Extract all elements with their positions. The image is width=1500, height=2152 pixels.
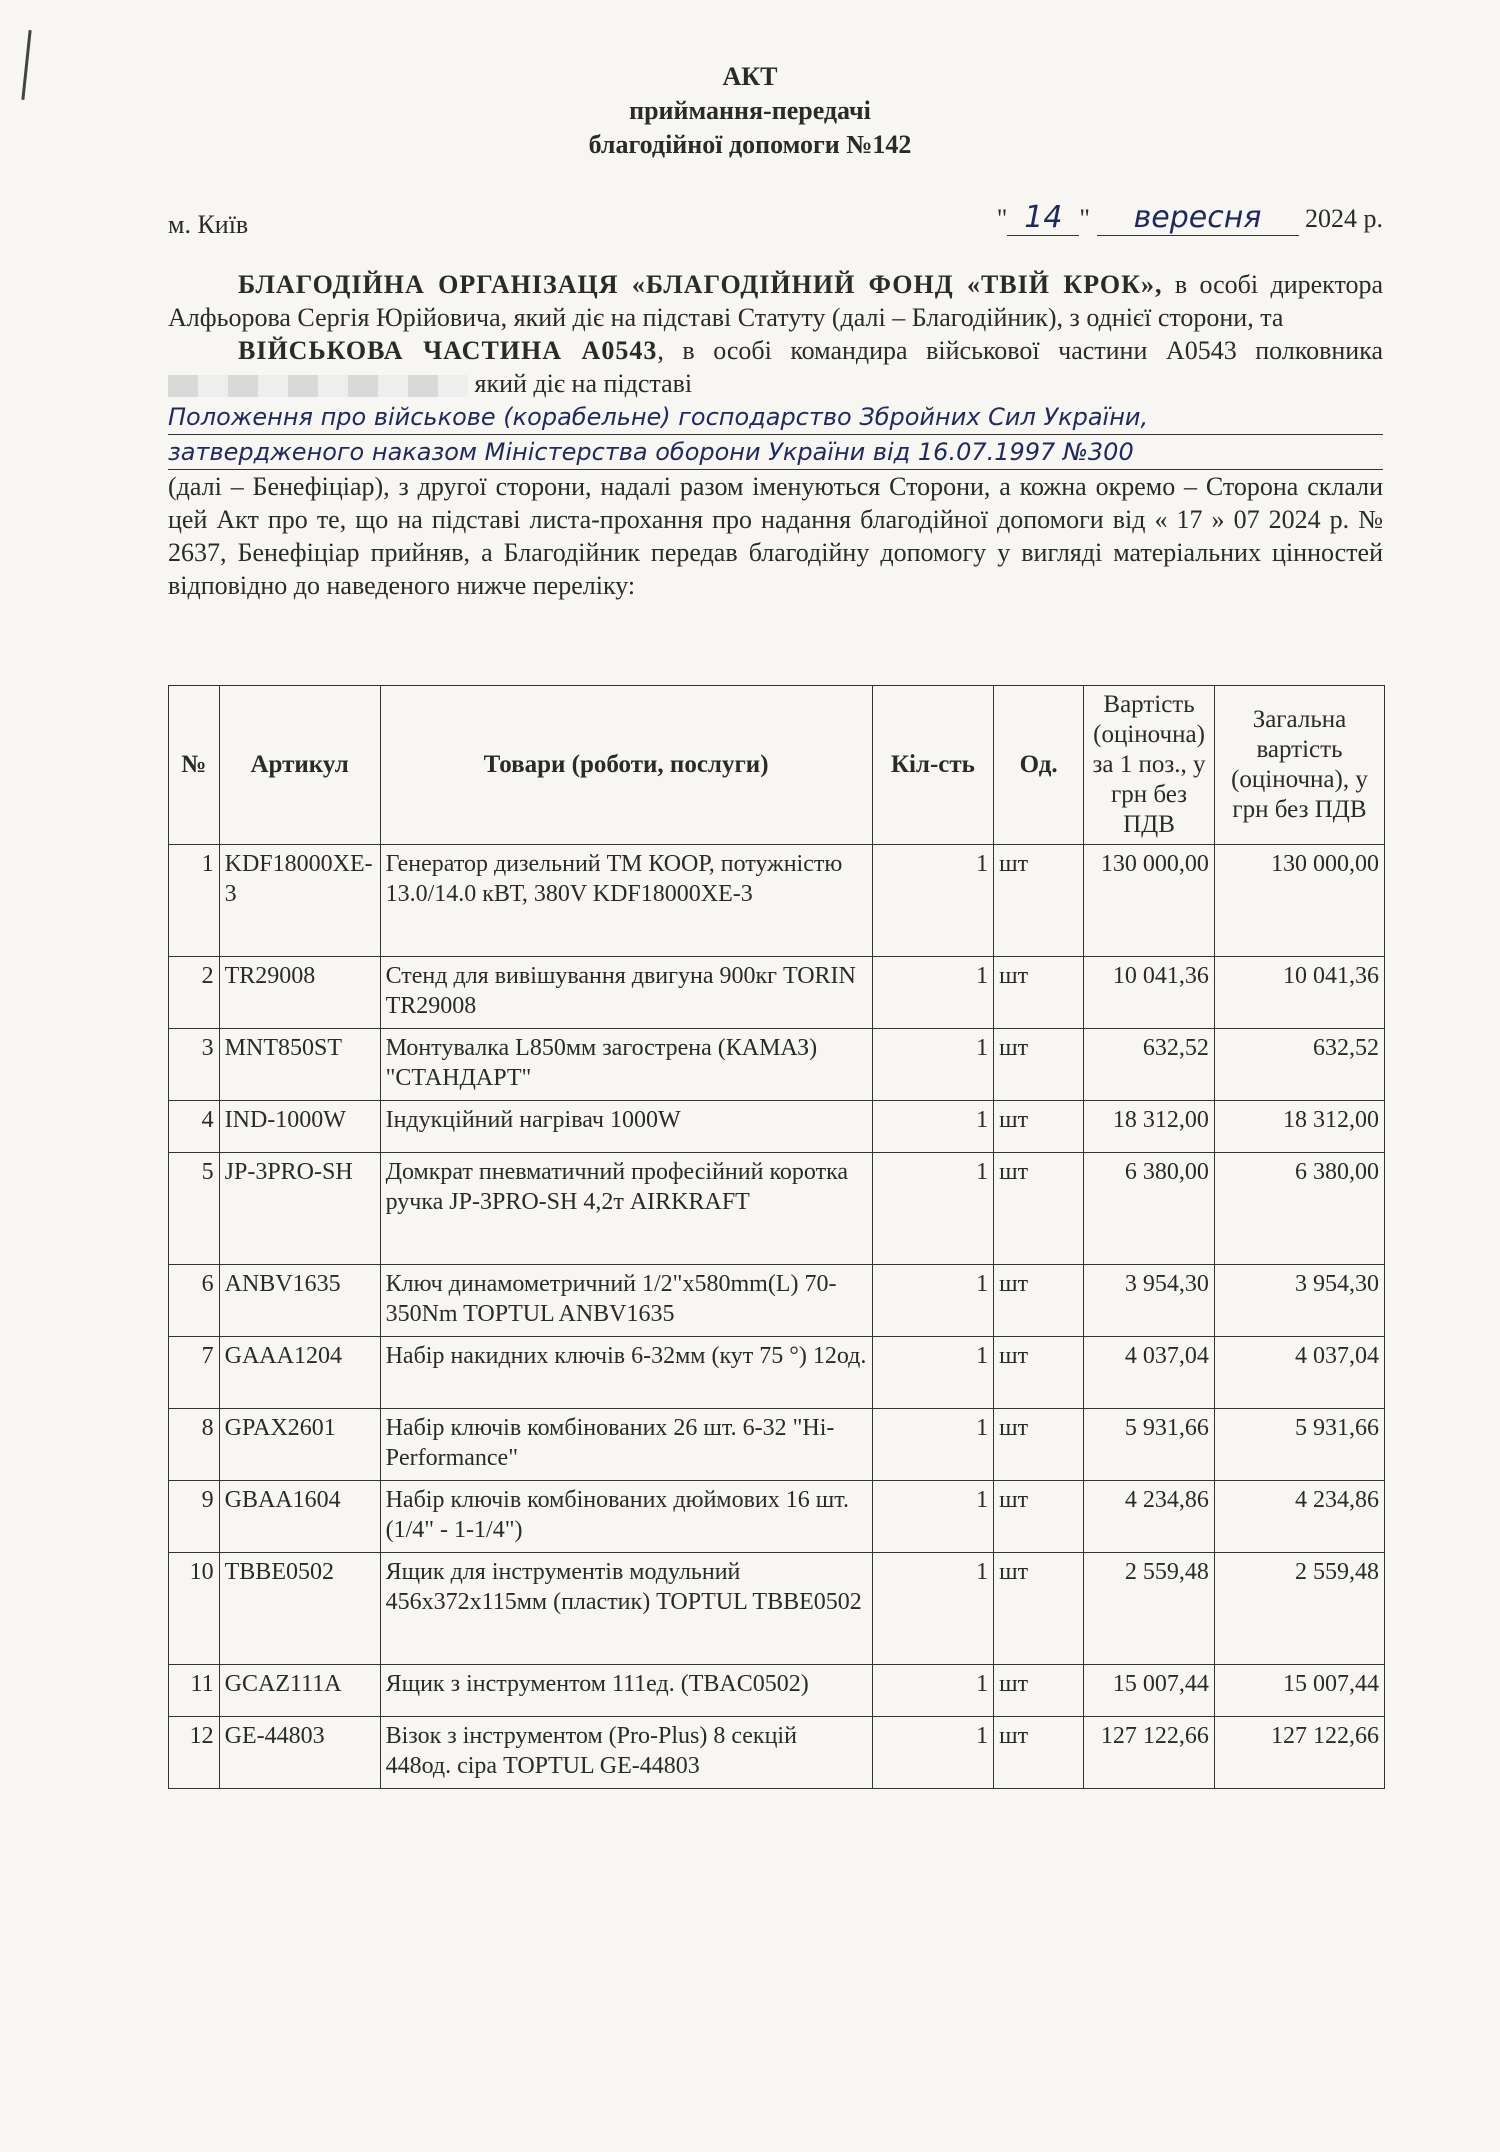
header-goods: Товари (роботи, послуги) <box>380 686 872 845</box>
row-total: 2 559,48 <box>1214 1553 1384 1665</box>
table-row <box>169 957 1385 1029</box>
row-article: GAAA1204 <box>219 1337 380 1409</box>
row-article: GCAZ111A <box>219 1665 380 1717</box>
row-qty: 1 <box>872 1717 994 1789</box>
row-qty: 1 <box>872 1101 994 1153</box>
document-header <box>0 60 1500 162</box>
row-number: 1 <box>169 845 220 957</box>
row-total: 3 954,30 <box>1214 1265 1384 1337</box>
row-qty: 1 <box>872 1481 994 1553</box>
row-total: 5 931,66 <box>1214 1409 1384 1481</box>
row-total: 18 312,00 <box>1214 1101 1384 1153</box>
header-unit: Од. <box>994 686 1084 845</box>
document-subtitle-1: приймання-передачі <box>629 96 871 125</box>
header-price: Вартість (оціночна) за 1 поз., у грн без ПДВ <box>1084 686 1215 845</box>
row-total: 4 037,04 <box>1214 1337 1384 1409</box>
row-number: 6 <box>169 1265 220 1337</box>
party1-name: БЛАГОДІЙНА ОРГАНІЗАЦЯ «БЛАГОДІЙНИЙ ФОНД «ТВІЙ КРОК», <box>238 270 1163 299</box>
row-total: 15 007,44 <box>1214 1665 1384 1717</box>
party2-text3: (далі – Бенефіціар), з другої сторони, надалі разом іменуються Сторони, а кожна окремо – Сторона склали цей Акт про те, що на підставі листа-прохання про надання благодійної допомоги від « 17 » 07 2024 р. № 2637, Бенефіціар прийняв, а Благодійник передав благодійну допомогу у вигляді матеріальних цінностей відповідно до наведеного нижче переліку: <box>168 472 1383 600</box>
row-goods: Набір ключів комбінованих дюймових 16 шт. (1/4" - 1-1/4") <box>380 1481 872 1553</box>
row-price: 3 954,30 <box>1084 1265 1215 1337</box>
row-number: 2 <box>169 957 220 1029</box>
row-total: 127 122,66 <box>1214 1717 1384 1789</box>
table-row <box>169 845 1385 957</box>
table-row <box>169 1265 1385 1337</box>
row-number: 3 <box>169 1029 220 1101</box>
row-article: JP-3PRO-SH <box>219 1153 380 1265</box>
header-total: Загальна вартість (оціночна), у грн без ПДВ <box>1214 686 1384 845</box>
row-goods: Ящик для інструментів модульний 456x372x115мм (пластик) TOPTUL TBBE0502 <box>380 1553 872 1665</box>
row-goods: Домкрат пневматичний професійний коротка ручка JP-3PRO-SH 4,2т AIRKRAFT <box>380 1153 872 1265</box>
row-article: ANBV1635 <box>219 1265 380 1337</box>
row-price: 2 559,48 <box>1084 1553 1215 1665</box>
header-no: № <box>169 686 220 845</box>
row-qty: 1 <box>872 1665 994 1717</box>
row-qty: 1 <box>872 1409 994 1481</box>
row-total: 10 041,36 <box>1214 957 1384 1029</box>
row-unit: шт <box>994 1665 1084 1717</box>
document-body <box>168 268 1383 602</box>
row-price: 6 380,00 <box>1084 1153 1215 1265</box>
document-date: " 14 " вересня 2024 р. <box>996 200 1383 235</box>
row-qty: 1 <box>872 1337 994 1409</box>
party2-text2: який діє на підставі <box>474 369 693 398</box>
row-total: 6 380,00 <box>1214 1153 1384 1265</box>
document-subtitle-2: благодійної допомоги №142 <box>588 130 912 159</box>
row-article: GPAX2601 <box>219 1409 380 1481</box>
table-row <box>169 1029 1385 1101</box>
header-article: Артикул <box>219 686 380 845</box>
row-total: 130 000,00 <box>1214 845 1384 957</box>
table-row <box>169 1553 1385 1665</box>
row-qty: 1 <box>872 845 994 957</box>
row-article: KDF18000XE-3 <box>219 845 380 957</box>
row-goods: Набір ключів комбінованих 26 шт. 6-32 "Hi-Performance" <box>380 1409 872 1481</box>
row-goods: Ключ динамометричний 1/2"x580mm(L) 70-350Nm TOPTUL ANBV1635 <box>380 1265 872 1337</box>
table-row <box>169 1717 1385 1789</box>
row-unit: шт <box>994 1101 1084 1153</box>
row-goods: Набір накидних ключів 6-32мм (кут 75 °) 12од. <box>380 1337 872 1409</box>
row-article: MNT850ST <box>219 1029 380 1101</box>
table-row <box>169 1153 1385 1265</box>
header-qty: Кіл-сть <box>872 686 994 845</box>
row-qty: 1 <box>872 1265 994 1337</box>
row-unit: шт <box>994 1153 1084 1265</box>
row-price: 130 000,00 <box>1084 845 1215 957</box>
handwritten-basis-line-1: Положення про військове (корабельне) господарство Збройних Сил України, <box>168 400 1383 435</box>
row-goods: Монтувалка L850мм загострена (КАМАЗ) "СТАНДАРТ" <box>380 1029 872 1101</box>
row-unit: шт <box>994 1409 1084 1481</box>
party2-paragraph <box>168 334 1383 400</box>
row-goods: Генератор дизельний ТМ КООР, потужністю 13.0/14.0 кВТ, 380V KDF18000XE-3 <box>380 845 872 957</box>
place: м. Київ <box>168 210 249 239</box>
row-price: 18 312,00 <box>1084 1101 1215 1153</box>
row-price: 4 234,86 <box>1084 1481 1215 1553</box>
row-number: 4 <box>169 1101 220 1153</box>
redacted-name <box>168 375 468 397</box>
row-number: 8 <box>169 1409 220 1481</box>
row-total: 632,52 <box>1214 1029 1384 1101</box>
party2-name: ВІЙСЬКОВА ЧАСТИНА А0543 <box>238 336 658 365</box>
row-qty: 1 <box>872 957 994 1029</box>
row-number: 11 <box>169 1665 220 1717</box>
row-price: 127 122,66 <box>1084 1717 1215 1789</box>
party2-text1: , в особі командира військової частини А0543 полковника <box>657 336 1383 365</box>
row-qty: 1 <box>872 1553 994 1665</box>
row-unit: шт <box>994 1337 1084 1409</box>
row-price: 10 041,36 <box>1084 957 1215 1029</box>
party1-paragraph <box>168 268 1383 334</box>
row-article: GE-44803 <box>219 1717 380 1789</box>
table-row <box>169 1101 1385 1153</box>
row-unit: шт <box>994 1029 1084 1101</box>
date-day: 14 <box>1007 200 1079 236</box>
row-goods: Стенд для вивішування двигуна 900кг TORIN TR29008 <box>380 957 872 1029</box>
row-unit: шт <box>994 1481 1084 1553</box>
row-qty: 1 <box>872 1153 994 1265</box>
row-article: TR29008 <box>219 957 380 1029</box>
row-number: 5 <box>169 1153 220 1265</box>
date-month: вересня <box>1097 200 1299 236</box>
date-year: 2024 р. <box>1305 204 1383 233</box>
table-row <box>169 1481 1385 1553</box>
party1-text: в особі директора Алфьорова Сергія Юрійовича, який діє на підставі Статуту (далі – Благодійник), з однієї сторони, та <box>168 270 1384 332</box>
table-row <box>169 1665 1385 1717</box>
table-header-row <box>169 686 1385 845</box>
row-article: IND-1000W <box>219 1101 380 1153</box>
handwritten-basis-line-2: затвердженого наказом Міністерства оборони України від 16.07.1997 №300 <box>168 435 1383 470</box>
row-article: GBAA1604 <box>219 1481 380 1553</box>
row-unit: шт <box>994 957 1084 1029</box>
row-article: TBBE0502 <box>219 1553 380 1665</box>
document-title: АКТ <box>722 62 778 91</box>
row-goods: Візок з інструментом (Pro-Plus) 8 секцій 448од. сіра TOPTUL GE-44803 <box>380 1717 872 1789</box>
row-number: 12 <box>169 1717 220 1789</box>
row-price: 15 007,44 <box>1084 1665 1215 1717</box>
row-unit: шт <box>994 845 1084 957</box>
row-number: 9 <box>169 1481 220 1553</box>
goods-table <box>168 685 1385 1789</box>
table-body <box>169 845 1385 1789</box>
row-goods: Ящик з інструментом 111ед. (TBAC0502) <box>380 1665 872 1717</box>
row-qty: 1 <box>872 1029 994 1101</box>
table-row <box>169 1409 1385 1481</box>
row-price: 5 931,66 <box>1084 1409 1215 1481</box>
table-row <box>169 1337 1385 1409</box>
row-number: 10 <box>169 1553 220 1665</box>
row-unit: шт <box>994 1265 1084 1337</box>
row-price: 4 037,04 <box>1084 1337 1215 1409</box>
row-price: 632,52 <box>1084 1029 1215 1101</box>
row-unit: шт <box>994 1717 1084 1789</box>
row-goods: Індукційний нагрівач 1000W <box>380 1101 872 1153</box>
row-unit: шт <box>994 1553 1084 1665</box>
row-total: 4 234,86 <box>1214 1481 1384 1553</box>
row-number: 7 <box>169 1337 220 1409</box>
